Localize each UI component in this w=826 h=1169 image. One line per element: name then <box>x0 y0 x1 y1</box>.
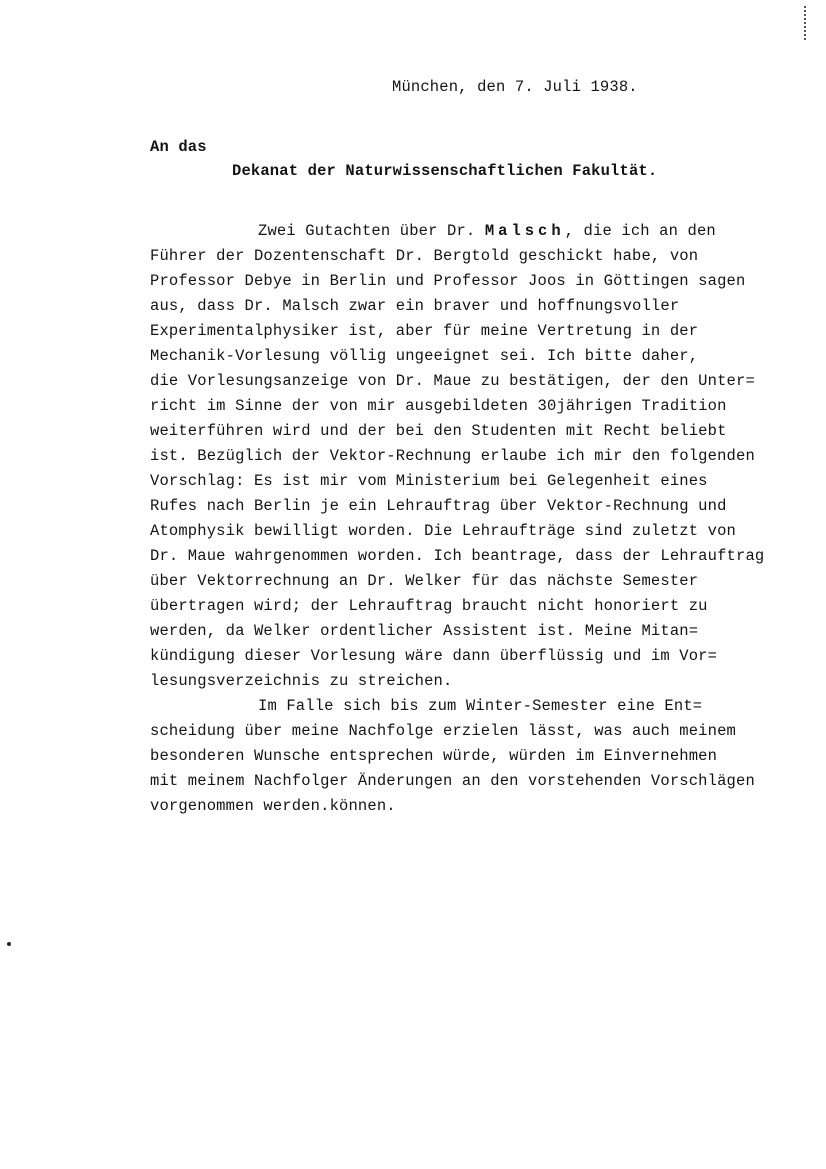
body-line: lesungsverzeichnis zu streichen. <box>150 672 453 690</box>
body-text: Zwei Gutachten über Dr. <box>258 222 485 240</box>
body-line: scheidung über meine Nachfolge erzielen lässt, was auch meinem <box>150 722 736 740</box>
body-line: die Vorlesungsanzeige von Dr. Maue zu bestätigen, der den Unter= <box>150 372 755 390</box>
body-line: aus, dass Dr. Malsch zwar ein braver und hoffnungsvoller <box>150 297 680 315</box>
body-line: übertragen wird; der Lehrauftrag braucht nicht honoriert zu <box>150 597 708 615</box>
body-line: mit meinem Nachfolger Änderungen an den vorstehenden Vorschlägen <box>150 772 755 790</box>
body-line: richt im Sinne der von mir ausgebildeten 30jährigen Tradition <box>150 397 727 415</box>
body-line: Vorschlag: Es ist mir vom Ministerium bei Gelegenheit eines <box>150 472 708 490</box>
body-line: Professor Debye in Berlin und Professor Joos in Göttingen sagen <box>150 272 746 290</box>
body-line: weiterführen wird und der bei den Studenten mit Recht beliebt <box>150 422 727 440</box>
body-line: Rufes nach Berlin je ein Lehrauftrag über Vektor-Rechnung und <box>150 497 727 515</box>
body-line: Mechanik-Vorlesung völlig ungeeignet sei. Ich bitte daher, <box>150 347 699 365</box>
body-line: kündigung dieser Vorlesung wäre dann überflüssig und im Vor= <box>150 647 718 665</box>
body-line <box>258 222 716 240</box>
body-line: vorgenommen werden.können. <box>150 797 396 815</box>
body-line: über Vektorrechnung an Dr. Welker für das nächste Semester <box>150 572 699 590</box>
body-line: werden, da Welker ordentlicher Assistent ist. Meine Mitan= <box>150 622 699 640</box>
body-line: Im Falle sich bis zum Winter-Semester eine Ent= <box>258 697 703 715</box>
body-line: Atomphysik bewilligt worden. Die Lehraufträge sind zuletzt von <box>150 522 736 540</box>
body-line: besonderen Wunsche entsprechen würde, würden im Einvernehmen <box>150 747 718 765</box>
body-line: Führer der Dozentenschaft Dr. Bergtold geschickt habe, von <box>150 247 699 265</box>
name-spaced: Malsch <box>484 222 565 240</box>
body-line: Experimentalphysiker ist, aber für meine Vertretung in der <box>150 322 699 340</box>
body-text: , die ich an den <box>564 222 716 240</box>
punch-dot <box>7 942 11 946</box>
recipient: Dekanat der Naturwissenschaftlichen Fakultät. <box>232 162 658 180</box>
margin-mark <box>804 6 812 40</box>
salutation: An das <box>150 138 207 156</box>
body-line: Dr. Maue wahrgenommen worden. Ich beantrage, dass der Lehrauftrag <box>150 547 765 565</box>
letter-date: München, den 7. Juli 1938. <box>392 78 638 96</box>
body-line: ist. Bezüglich der Vektor-Rechnung erlaube ich mir den folgenden <box>150 447 755 465</box>
